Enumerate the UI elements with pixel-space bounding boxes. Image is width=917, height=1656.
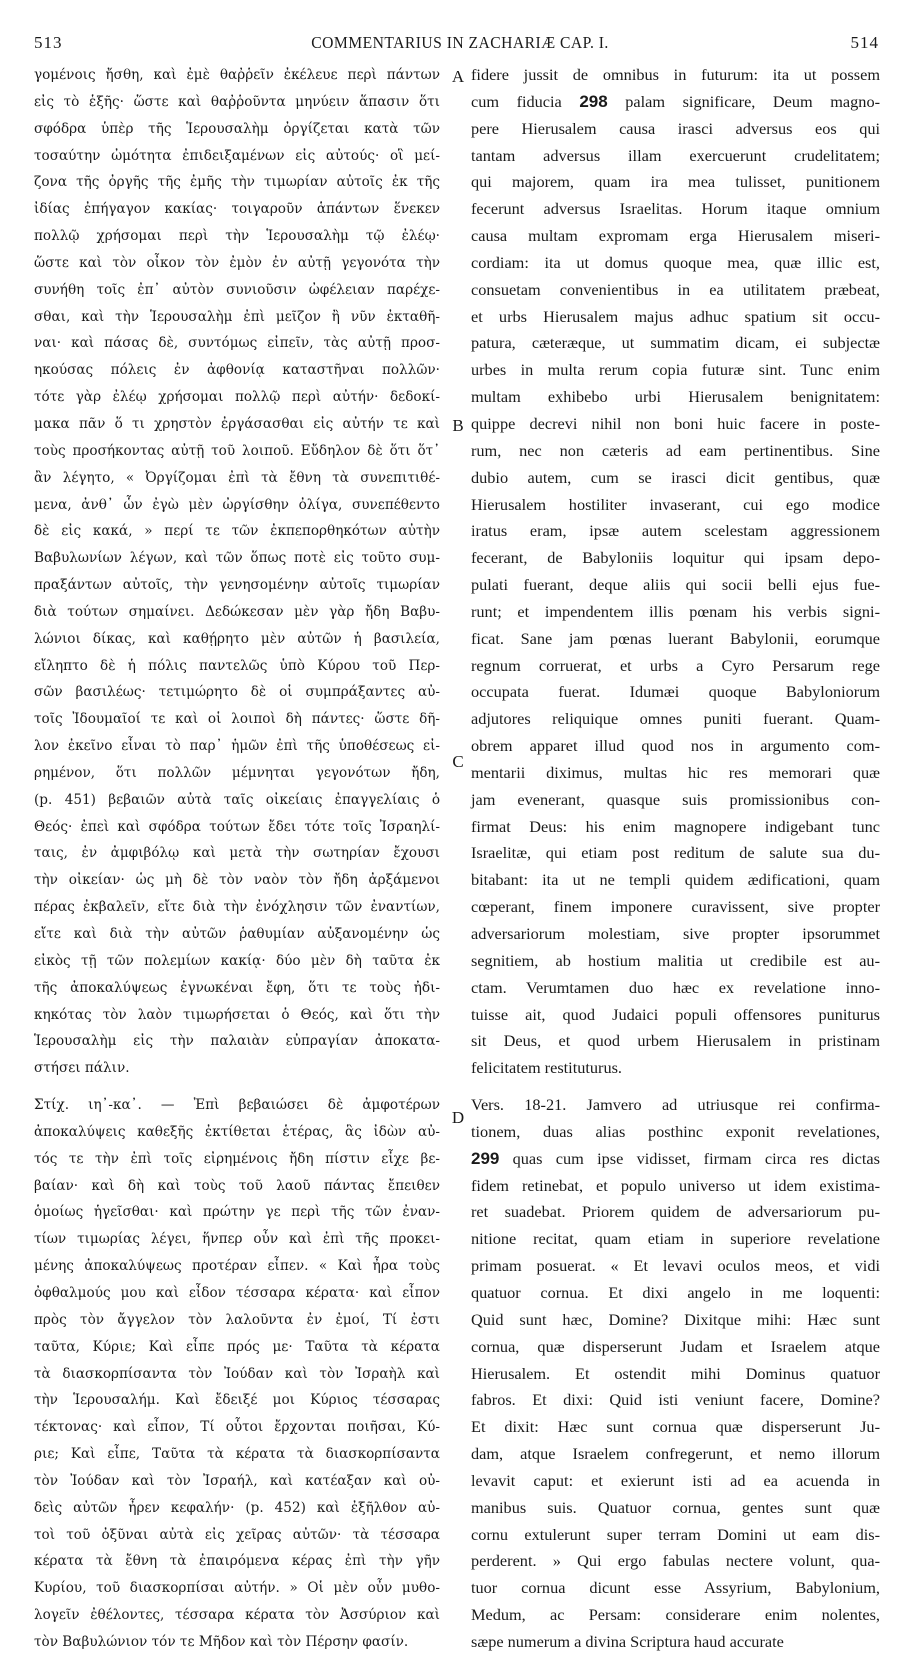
greek-line: διὰ τούτων σημαίνει. Δεδώκεσαν μὲν γὰρ ἤδη Βαβυ- <box>34 603 440 620</box>
latin-line: fecerunt adversus Israelitas. Horum itaque omnium <box>471 199 880 219</box>
latin-line: adjutores reliquique omnes puniti fuerant. Quam- <box>471 709 880 729</box>
latin-line: Israelitæ, qui etiam post reditum de salute sua du- <box>471 843 880 863</box>
latin-line: mentarii diximus, multas hic res memorari quæ <box>471 762 880 782</box>
greek-line: σῶν βασιλέως· τετιμώρητο δὲ οἱ συμπράξαντες αὐ- <box>34 684 440 701</box>
greek-line: ναι· καὶ πάσας δὲ, συντόμως εἰπεῖν, τὰς αὐτῇ προσ- <box>34 335 440 352</box>
greek-line: πολλῷ χρήσομαι περὶ τὴν Ἱερουσαλὴμ τῷ ἐλέῳ· <box>34 228 440 245</box>
greek-line: Θεός· ἐπεὶ καὶ σφόδρα τούτων ἔδει τότε τοῖς Ἰσραηλί- <box>34 818 440 835</box>
greek-line: ὀφθαλμούς μου καὶ εἶδον τέσσαρα κέρατα· καὶ εἶπον <box>34 1284 440 1301</box>
greek-line: τοσαύτην ὠμότητα ἐπιδειξαμένων εἰς αὐτούς· οἳ μεί- <box>34 147 440 164</box>
greek-line: τοὺς προσήκοντας αὐτῇ τοῦ λοιποῦ. Εὔδηλον δὲ ὅτι ὅτ᾽ <box>34 442 440 459</box>
latin-line: cum fiducia 298 palam significare, Deum magno- <box>471 91 881 111</box>
greek-line: τοὶ τοῦ ὀξῦναι αὐτὰ εἰς χεῖρας αὐτῶν· τὰ τέσσαρα <box>34 1526 440 1543</box>
greek-line: (p. 451) βεβαιῶν αὐτὰ ταῖς οἰκείαις ἐπαγγελίαις ὁ <box>34 791 440 808</box>
greek-line: τότε γὰρ ἐλέῳ χρήσομαι πολλῷ περὶ αὐτήν· δεδοκί- <box>34 389 440 406</box>
latin-line: consuetam convenientibus in ea utilitatem præbeat, <box>471 279 880 299</box>
greek-line: κέρατα τὰ ἔθνη τὰ ἐπαιρόμενα κέρας ἐπὶ τὴν γῆν <box>34 1553 440 1570</box>
latin-line: dubio autem, cum se irasci dicit gentibus, quæ <box>471 467 880 487</box>
latin-line: ficat. Sane jam pœnas luerant Babylonii, eorumque <box>471 628 880 648</box>
greek-line: μακα πᾶν ὅ τι χρηστὸν ἐργάσασθαι εἰς αὐτήν τε καὶ <box>34 415 440 432</box>
latin-line: runt; et impendentem illis pœnam his verbis signi- <box>471 601 880 621</box>
latin-line: tantam adversus illam exercuerunt crudelitatem; <box>471 145 880 165</box>
greek-line: μένης ἀποκαλύψεως προτέραν εἶπεν. « Καὶ ἦρα τοὺς <box>34 1258 440 1275</box>
latin-line: multam exhibebo urbi Hierusalem benignitatem: <box>471 387 880 407</box>
latin-line: cornua, quæ disperserunt Judam et Israelem atque <box>471 1336 880 1356</box>
latin-line: perderent. » Qui ergo fabulas nectere volunt, qua- <box>471 1551 880 1571</box>
page-header <box>0 0 917 60</box>
section-number: 299 <box>471 1148 500 1168</box>
greek-line: πέρας ἐκβαλεῖν, εἴτε διὰ τὴν ἐνόχλησιν τῶν ἐναντίων, <box>34 899 440 916</box>
greek-line: εἰκὸς τῇ τῶν πολεμίων κακίᾳ· δύο μὲν δὴ ταῦτα ἐκ <box>34 952 440 969</box>
latin-line: Medum, ac Persam: considerare enim nolentes, <box>471 1605 880 1625</box>
greek-line: τίων τιμωρίας λέγει, ἥνπερ οὖν καὶ ἐπὶ τῆς προκει- <box>34 1231 440 1248</box>
greek-line: ριε; Καὶ εἶπε, Ταῦτα τὰ κέρατα τὰ διασκορπίσαντα <box>34 1446 440 1463</box>
greek-line: λογεῖν ἐθέλοντες, τέσσαρα κέρατα τὸν Ἀσσύριον καὶ <box>34 1607 440 1624</box>
greek-line: μενα, ἀνθ᾽ ὧν ἐγὼ μὲν ὠργίσθην ὀλίγα, συνεπέθεντο <box>34 496 440 513</box>
latin-line: ret suadebat. Priorem quidem de adversariorum pu- <box>471 1202 880 1222</box>
latin-line: sit Deus, et quod urbem Hierusalem in pristinam <box>471 1031 880 1051</box>
latin-line: adversariorum molestiam, sive propter ipsorummet <box>471 924 880 943</box>
latin-line: tionem, duas alias posthinc exponit revelationes, <box>471 1121 880 1141</box>
greek-text-column <box>34 62 440 1656</box>
greek-line: γομένοις ἤσθη, καὶ ἐμὲ θαῤῥεῖν ἐκέλευε περὶ πάντων <box>34 67 440 83</box>
latin-line: fidem retinebat, et populo universo ut idem existima- <box>471 1175 880 1195</box>
latin-line: cornu extulerunt super terram Domini ut eam dis- <box>471 1524 880 1544</box>
greek-line: κηκότας τὸν λαὸν τιμωρήσεται ὁ Θεός, καὶ ὅτι τὴν <box>34 1006 440 1023</box>
greek-line: τὰ διασκορπίσαντα τὸν Ἰούδαν καὶ τὸν Ἰσραὴλ καὶ <box>34 1365 440 1382</box>
greek-line: εἴληπτο δὲ ἡ πόλις παντελῶς ὑπὸ Κύρου τοῦ Περ- <box>34 657 440 674</box>
greek-line: λον ἐκεῖνο εἶναι τὸ παρ᾽ ἡμῶν ἐπὶ τῆς ὑποθέσεως εἰ- <box>34 738 440 755</box>
greek-line: πραξάντων αὐτοῖς, τὴν γενησομένην αὐτοῖς τιμωρίαν <box>34 577 440 594</box>
latin-line: urbes in multa rerum copia futuræ sint. Tunc enim <box>471 360 880 380</box>
greek-line: σθαι, καὶ τὴν Ἱερουσαλὴμ ἐπὶ μεῖζον ἢ νῦν ἐκταθῆ- <box>34 308 440 325</box>
latin-line: dam, atque Israelem confregerunt, et nemo illorum <box>471 1444 880 1464</box>
greek-line: λώνιοι δίκας, καὶ καθῄρητο μὲν αὐτῶν ἡ βασιλεία, <box>34 630 440 647</box>
latin-line: fabros. Et dixi: Quid isti veniunt facere, Domine? <box>471 1390 880 1410</box>
latin-text-column <box>471 62 880 1656</box>
latin-line: fidere jussit de omnibus in futurum: ita ut possem <box>471 65 880 84</box>
greek-line: ταῦτα, Κύριε; Καὶ εἶπε πρός με· Ταῦτα τὰ κέρατα <box>34 1338 440 1355</box>
latin-line: tuisse ait, quod Judaici populi offensores puniturus <box>471 1004 880 1024</box>
latin-line <box>471 1082 880 1092</box>
greek-line: τὸν Βαβυλώνιον τόν τε Μῆδον καὶ τὸν Πέρσην φασίν. <box>34 1633 409 1650</box>
greek-line: σφόδρα ὑπὲρ τῆς Ἱερουσαλὴμ ὀργίζεται κατὰ τῶν <box>34 120 440 137</box>
greek-line: εἴτε καὶ διὰ τὴν αὐτῶν ῥαθυμίαν αὐξανομένην ὡς <box>34 926 440 942</box>
latin-line: obrem apparet illud quod nos in argumento com- <box>471 736 880 756</box>
latin-line: patura, cæteræque, ut summatim dicam, ei subjectæ <box>471 333 880 353</box>
latin-line: bitabant: ita ut ne templi quidem ædificationi, quam <box>471 870 880 890</box>
latin-line: iratus eram, ipsæ autem scelestam aggressionem <box>471 521 880 541</box>
section-number: 298 <box>579 91 608 111</box>
greek-line: τέκτονας· καὶ εἶπον, Τί οὗτοι ἔρχονται ποιῆσαι, Κύ- <box>34 1419 440 1436</box>
greek-line: Βαβυλωνίων λέγων, καὶ τῶν ὅπως ποτὲ εἰς τοῦτο συμ- <box>34 550 440 567</box>
latin-line: cœperant, finem imponere curavissent, sive propter <box>471 897 880 917</box>
latin-line: quippe decrevi nihil non boni huic facere in poste- <box>471 413 880 433</box>
latin-line: manibus suis. Quatuor cornua, gentes sunt quæ <box>471 1497 880 1517</box>
running-title: COMMENTARIUS IN ZACHARIÆ CAP. I. <box>311 33 609 52</box>
latin-line: jam evenerant, quasque suis promissionibus con- <box>471 789 880 809</box>
latin-line: Et dixit: Hæc sunt cornua quæ disperserunt Ju- <box>471 1417 880 1437</box>
latin-line: felicitatem restituturus. <box>471 1058 623 1078</box>
latin-line: primam posuerat. « Et levavi oculos meos, et vidi <box>471 1256 880 1276</box>
latin-line: cordiam: ita ut domus quoque mea, quæ illic est, <box>471 252 880 272</box>
margin-marker-b: B <box>452 416 464 435</box>
latin-line: Quid sunt hæc, Domine? Dixitque mihi: Hæc sunt <box>471 1309 880 1329</box>
latin-line: qui majorem, quam ira mea tulisset, punitionem <box>471 172 880 192</box>
greek-line: ἂν λέγητο, « Ὀργίζομαι ἐπὶ τὰ ἔθνη τὰ συνεπιτιθέ- <box>34 469 440 486</box>
latin-line: rum, nec non cæteris ad eam pertinentibus. Sine <box>471 440 880 460</box>
latin-line: Hierusalem hostiliter invaserant, cui ego modice <box>471 494 880 514</box>
latin-line: pere Hierusalem causa irasci adversus eos qui <box>471 118 880 138</box>
latin-line: et urbs Hierusalem majus adhuc spatium sit occu- <box>471 306 880 326</box>
margin-marker-a: A <box>451 67 465 86</box>
greek-line: τοῖς Ἰδουμαῖοί τε καὶ οἱ λοιποὶ δὴ πάντες· ὥστε δῆ- <box>34 711 440 728</box>
latin-line: sæpe numerum a divina Scriptura haud accurate <box>471 1631 784 1651</box>
greek-line: τῆς ἀποκαλύψεως ἐγνωκέναι ἔφη, ὅτι τε τοὺς ἠδι- <box>34 979 440 996</box>
latin-line: tuor cornua dicunt esse Assyrium, Babylonium, <box>471 1578 880 1598</box>
latin-line: regnum corruerat, et urbs a Cyro Persarum rege <box>471 655 880 675</box>
latin-line: nitione recitat, quam etiam in superiore revelatione <box>471 1229 880 1249</box>
greek-line: Κυρίου, τοῦ διασκορπίσαι αὐτήν. » Οἱ μὲν οὖν μυθο- <box>34 1580 440 1597</box>
greek-line: ἰδίας ἐπήγαγον κακίας· τοιγαροῦν ἁπάντων ἕνεκεν <box>34 201 440 218</box>
greek-line: Στίχ. ιη᾽-κα᾽. — Ἐπὶ βεβαιώσει δὲ ἀμφοτέρων <box>34 1097 440 1114</box>
latin-line: 299 quas cum ipse vidisset, firmam circa res dictas <box>471 1148 880 1168</box>
greek-line: ὁμοίως ἡγεῖσθαι· καὶ πρώτην γε περὶ τῆς τῶν ἐναν- <box>34 1204 440 1221</box>
page-number-right: 514 <box>850 33 879 52</box>
latin-line: causa multam expromam erga Hierusalem miseri- <box>471 226 880 246</box>
greek-line: στήσει πάλιν. <box>34 1060 130 1077</box>
greek-line: συνήθη τοῖς ἐπ᾽ αὐτὸν συνιοῦσιν ὠφέλειαν παρέχε- <box>34 281 440 298</box>
latin-line: segnitiem, ab hostium malitia ut credibile est au- <box>471 950 880 970</box>
latin-line: Hierusalem. Et ostendit mihi Dominus quatuor <box>471 1363 880 1383</box>
greek-line: τός τε τὴν ἐπὶ τοῖς εἰρημένοις ἤδη πίστιν εἶχε βε- <box>34 1150 440 1167</box>
greek-line: τὴν Ἱερουσαλήμ. Καὶ ἔδειξέ μοι Κύριος τέσσαρας <box>34 1392 440 1409</box>
greek-line: Ἱερουσαλὴμ εἰς τὴν παλαιὰν εὐπραγίαν ἀποκατα- <box>34 1033 440 1050</box>
latin-line: quatuor cornua. Et dixi angelo in me loquenti: <box>471 1282 880 1302</box>
latin-line: levavit caput: et exierunt isti ad ea acuenda in <box>471 1470 880 1490</box>
greek-line: πρὸς τὸν ἄγγελον τὸν λαλοῦντα ἐν ἐμοί, Τί ἐστι <box>34 1311 440 1328</box>
latin-line: Vers. 18-21. Jamvero ad utriusque rei confirma- <box>471 1095 880 1115</box>
greek-line: τὸν Ἰούδαν καὶ τὸν Ἰσραήλ, καὶ κατέαξαν καὶ οὐ- <box>34 1472 440 1489</box>
greek-line: ρημένον, ὅτι πολλῶν μέμνηται γεγονότων ἤδη, <box>34 764 440 781</box>
greek-line: δὲ εἰς κακά, » περί τε τῶν ἐκπεπορθηκότων αὐτὴν <box>34 523 440 540</box>
latin-line: occupata fuerat. Idumæi quoque Babyloniorum <box>471 682 880 702</box>
greek-line <box>34 1082 440 1092</box>
greek-line: ηκούσας πόλεις ἐν ἀφθονίᾳ καταστῆναι πολλῶν· <box>34 362 440 379</box>
greek-line: εἰς τὸ ἑξῆς· ὥστε καὶ θαῤῥοῦντα μηνύειν ἅπασιν ὅτι <box>34 93 440 110</box>
page-number-left: 513 <box>34 33 63 52</box>
greek-line: ταις, ἐν ἀμφιβόλῳ καὶ μετὰ τὴν σωτηρίαν ἔχουσι <box>34 845 440 862</box>
latin-line: ctam. Verumtamen duo hæc ex revelatione inno- <box>471 977 880 997</box>
greek-line: ὥστε καὶ τὸν οἶκον τὸν ἐμὸν ἐν αὐτῇ γεγονότα τὴν <box>34 254 440 271</box>
latin-line: firmat Deus: his enim magnopere indigebant tunc <box>471 816 880 836</box>
latin-line: pulati fuerant, deque aliis qui socii belli ejus fue- <box>471 575 880 595</box>
margin-marker-d: D <box>451 1108 465 1127</box>
latin-line: fecerant, de Babyloniis loquitur qui ipsam depo- <box>471 548 880 568</box>
greek-line: ζονα τῆς ὀργῆς τῆς ἐμῆς τὴν τιμωρίαν αὐτοῖς ἐκ τῆς <box>34 174 440 191</box>
greek-line: τὴν οἰκείαν· ὡς μὴ δὲ τὸν ναὸν τὸν ἤδη ἀρξάμενοι <box>34 872 440 889</box>
greek-line: ἀποκαλύψεις καθεξῆς ἐκτίθεται ἑτέρας, ἃς ἰδὼν αὐ- <box>34 1123 440 1140</box>
greek-line: δεὶς αὐτῶν ἦρεν κεφαλήν· (p. 452) καὶ ἐξῆλθον αὐ- <box>34 1499 440 1516</box>
margin-marker-c: C <box>452 752 464 771</box>
greek-line: βαίαν· καὶ δὴ καὶ τοὺς τοῦ λαοῦ πάντας ἔπειθεν <box>34 1177 440 1194</box>
